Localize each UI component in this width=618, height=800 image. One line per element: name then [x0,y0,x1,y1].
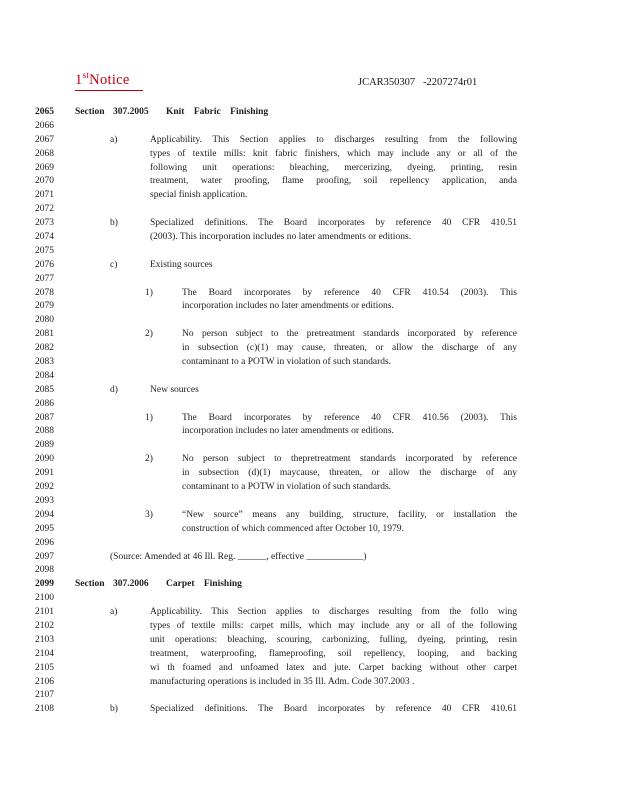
document-line [0,439,618,453]
clause-label: 2) [145,454,153,465]
line-text: No person subject to thepretreatment standards incorporated by reference [182,454,517,465]
line-number: 2103 [35,634,54,645]
line-text: types of textile mills: carpet mills, which may include any or all of the following [150,620,517,631]
line-number: 2086 [35,398,54,409]
line-number: 2083 [35,357,54,368]
document-line [0,676,618,690]
line-number: 2102 [35,620,54,631]
line-text: The Board incorporates by reference 40 CFR 410.54 (2003). This [182,287,517,298]
document-line [0,467,618,481]
document-line [0,620,618,634]
document-line [0,370,618,384]
line-text: wi th foamed and unfoamed latex and jute. Carpet backing without other carpet [150,662,517,673]
document-line [0,231,618,245]
document-line [0,606,618,620]
line-number: 2068 [35,148,54,159]
line-text: unit operations: bleaching, scouring, carbonizing, fulling, dyeing, printing, resin [150,634,517,645]
document-line [0,287,618,301]
line-number: 2096 [35,537,54,548]
line-number: 2101 [35,607,54,618]
line-number: 2076 [35,259,54,270]
line-number: 2089 [35,440,54,451]
line-text: in subsection (c)(1) may cause, threaten, or allow the discharge of any [182,343,517,354]
document-line [0,495,618,509]
line-text: construction of which commenced after October 10, 1979. [182,523,404,534]
line-number: 2091 [35,468,54,479]
line-number: 2084 [35,370,54,381]
line-text: Applicability. This Section applies to discharges resulting from the follo wing [150,607,517,618]
line-text: treatment, water proofing, flame proofing, soil repellency application, anda [150,176,517,187]
line-number: 2105 [35,662,54,673]
document-body [0,106,618,717]
document-line [0,578,618,592]
line-number: 2075 [35,245,54,256]
document-line [0,106,618,120]
line-number: 2065 [35,107,54,117]
clause-label: a) [110,607,118,618]
line-number: 2106 [35,676,54,687]
line-number: 2094 [35,509,54,520]
line-text: treatment, waterproofing, flameproofing, soil repellency, looping, and backing [150,648,517,659]
notice-ordinal-suffix: st [82,70,90,80]
line-number: 2081 [35,329,54,340]
line-text: (2003). This incorporation includes no later amendments or editions. [150,232,412,243]
line-number: 2074 [35,232,54,243]
clause-label: c) [110,259,118,270]
document-line [0,300,618,314]
line-text: Applicability. This Section applies to discharges resulting from the following [150,134,517,145]
section-number: 307.2005 [113,107,149,117]
document-line [0,342,618,356]
section-title: Carpet Finishing [166,579,242,590]
first-notice-heading [75,70,143,91]
document-line [0,689,618,703]
document-line [0,189,618,203]
document-line [0,120,618,134]
document-line [0,425,618,439]
document-line [0,175,618,189]
document-line [0,245,618,259]
document-line [0,537,618,551]
line-number: 2082 [35,343,54,354]
line-number: 2070 [35,176,54,187]
section-word: Section [75,579,105,590]
clause-label: b) [110,704,118,715]
notice-word: Notice [89,71,130,88]
section-title: Knit Fabric Finishing [166,107,269,117]
document-line [0,551,618,565]
document-line [0,203,618,217]
document-line [0,592,618,606]
document-line [0,634,618,648]
clause-label: a) [110,134,118,145]
clause-label: 1) [145,412,153,423]
line-text: in subsection (d)(1) maycause, threaten, or allow the discharge of any [182,468,517,479]
document-line [0,523,618,537]
document-line [0,412,618,426]
clause-label: 1) [145,287,153,298]
document-line [0,328,618,342]
line-number: 2090 [35,454,54,465]
line-number: 2077 [35,273,54,284]
line-text: manufacturing operations is included in 35 Ill. Adm. Code 307.2003 . [150,676,415,687]
line-number: 2073 [35,218,54,229]
document-line [0,662,618,676]
clause-label: b) [110,218,118,229]
document-line [0,509,618,523]
clause-label: 2) [145,329,153,340]
line-text: incorporation includes no later amendments or editions. [182,301,394,312]
document-line [0,162,618,176]
line-number: 2071 [35,190,54,201]
document-line [0,384,618,398]
line-number: 2104 [35,648,54,659]
line-number: 2079 [35,301,54,312]
line-number: 2093 [35,495,54,506]
section-word: Section [75,107,105,117]
line-text: No person subject to the pretreatment standards incorporated by reference [182,329,517,340]
notice-number: 1 [75,71,83,88]
document-line [0,273,618,287]
line-number: 2107 [35,690,54,701]
line-number: 2066 [35,120,54,131]
document-line [0,134,618,148]
line-text: “New source” means any building, structure, facility, or installation the [182,509,517,520]
line-number: 2087 [35,412,54,423]
document-line [0,148,618,162]
line-text: types of textile mills: knit fabric finishers, which may include any or all of the [150,148,517,159]
line-number: 2092 [35,482,54,493]
line-number: 2099 [35,579,54,590]
line-number: 2072 [35,204,54,215]
document-line [0,217,618,231]
line-number: 2100 [35,593,54,604]
document-line [0,314,618,328]
line-text: contaminant to a POTW in violation of such standards. [182,482,392,493]
section-number: 307.2006 [113,579,149,590]
line-text: Specialized definitions. The Board incorporates by reference 40 CFR 410.61 [150,704,517,715]
line-number: 2067 [35,134,54,145]
line-number: 2098 [35,565,54,576]
line-text: Existing sources [150,259,213,270]
line-number: 2097 [35,551,54,562]
line-text: following unit operations: bleaching, mercerizing, dyeing, printing, resin [150,162,517,173]
document-line [0,259,618,273]
clause-label: d) [110,384,118,395]
line-number: 2108 [35,704,54,715]
source-line: (Source: Amended at 46 Ill. Reg. ______, effective ____________) [110,551,367,562]
line-number: 2069 [35,162,54,173]
document-line [0,453,618,467]
document-line [0,648,618,662]
document-line [0,481,618,495]
line-number: 2085 [35,384,54,395]
line-text: New sources [150,384,199,395]
line-text: contaminant to a POTW in violation of such standards. [182,357,392,368]
line-number: 2080 [35,315,54,326]
line-number: 2095 [35,523,54,534]
document-line [0,356,618,370]
line-text: Specialized definitions. The Board incorporates by reference 40 CFR 410.51 [150,218,517,229]
clause-label: 3) [145,509,153,520]
line-text: The Board incorporates by reference 40 CFR 410.56 (2003). This [182,412,517,423]
line-text: incorporation includes no later amendments or editions. [182,426,394,437]
document-code: JCAR350307 -2207274r01 [358,77,478,88]
line-number: 2088 [35,426,54,437]
line-number: 2078 [35,287,54,298]
document-line [0,564,618,578]
document-line [0,703,618,717]
document-line [0,398,618,412]
line-text: special finish application. [150,190,248,201]
